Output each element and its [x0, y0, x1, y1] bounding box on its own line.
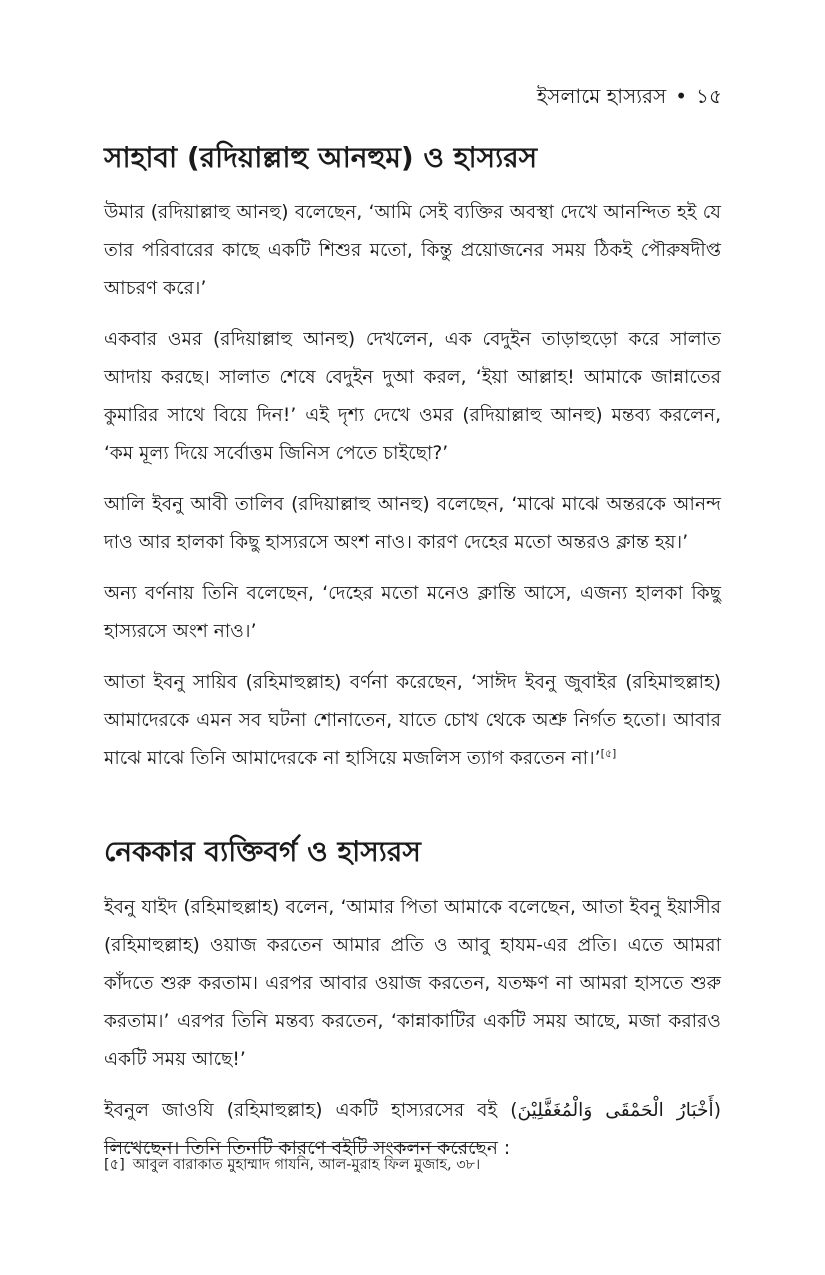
footnote — [104, 1154, 721, 1176]
footnote-text: আবুল বারাকাত মুহাম্মাদ গাযনি, আল-মুরাহ ফিল মুজাহ, ৩৮। — [132, 1157, 481, 1173]
footnote-reference: [৫] — [600, 747, 617, 761]
arabic-book-title: أَخْبَارُ الْحَمْقَى وَالْمُغَفَّلِيْنَ — [517, 1099, 714, 1121]
paragraph: উমার (রদিয়াল্লাহু আনহু) বলেছেন, ‘আমি সেই ব্যক্তির অবস্থা দেখে আনন্দিত হই যে তার পরিবারের কাছে একটি শিশুর মতো, কিন্তু প্রয়োজনের সময় ঠিকই পৌরুষদীপ্ত আচরণ করে।’ — [104, 202, 721, 300]
paragraph: অন্য বর্ণনায় তিনি বলেছেন, ‘দেহের মতো মনেও ক্লান্তি আসে, এজন্য হালকা কিছু হাস্যরসে অংশ নাও।’ — [104, 583, 721, 643]
section-heading-companions: সাহাবা (রদিয়াল্লাহু আনহুম) ও হাস্যরস — [104, 141, 538, 174]
page-body — [104, 140, 721, 1181]
section-heading-righteous: নেককার ব্যক্তিবর্গ ও হাস্যরস — [104, 835, 421, 869]
paragraph-with-footnote — [104, 664, 721, 778]
footnote-divider — [104, 1146, 482, 1147]
header-separator: • — [675, 84, 688, 108]
paragraph-text-after: ) লিখেছেন। তিনি তিনটি কারণে বইটি সংকলন করেছেন : — [104, 1099, 721, 1159]
paragraph-text: আতা ইবনু সায়িব (রহিমাহুল্লাহ) বর্ণনা করেছেন, ‘সাঈদ ইবনু জুবাইর (রহিমাহুল্লাহ) আমাদেরকে এমন সব ঘটনা শোনাতেন, যাতে চোখ থেকে অশ্রু নির্গত হতো। আবার মাঝে মাঝে তিনি আমাদেরকে না হাসিয়ে মজলিস ত্যাগ করতেন না।’ — [104, 672, 721, 770]
running-header — [537, 82, 722, 115]
page-number: ১৫ — [696, 84, 722, 108]
paragraph: ইবনু যাইদ (রহিমাহুল্লাহ) বলেন, ‘আমার পিতা আমাকে বলেছেন, আতা ইবনু ইয়াসীর (রহিমাহুল্লাহ) ওয়াজ করতেন আমার প্রতি ও আবু হাযম-এর প্রতি। এতে আমরা কাঁদতে শুরু করতাম। এরপর আবার ওয়াজ করতেন, যতক্ষণ না আমরা হাসতে শুরু করতাম।’ এরপর তিনি মন্তব্য করতেন, ‘কান্নাকাটির একটি সময় আছে, মজা করারও একটি সময় আছে!’ — [104, 896, 721, 1070]
footnote-marker: [৫] — [104, 1157, 125, 1173]
paragraph: আলি ইবনু আবী তালিব (রদিয়াল্লাহু আনহু) বলেছেন, ‘মাঝে মাঝে অন্তরকে আনন্দ দাও আর হালকা কিছু হাস্যরসে অংশ নাও। কারণ দেহের মতো অন্তরও ক্লান্ত হয়।’ — [104, 494, 721, 554]
paragraph-text-before: ইবনুল জাওযি (রহিমাহুল্লাহ) একটি হাস্যরসের বই ( — [104, 1099, 518, 1121]
book-title: ইসলামে হাস্যরস — [536, 84, 667, 108]
paragraph: একবার ওমর (রদিয়াল্লাহু আনহু) দেখলেন, এক বেদুইন তাড়াহুড়ো করে সালাত আদায় করছে। সালাত শেষে বেদুইন দুআ করল, ‘ইয়া আল্লাহ! আমাকে জান্নাতের কুমারির সাথে বিয়ে দিন!’ এই দৃশ্য দেখে ওমর (রদিয়াল্লাহু আনহু) মন্তব্য করলেন, ‘কম মূল্য দিয়ে সর্বোত্তম জিনিস পেতে চাইছো?’ — [104, 329, 721, 465]
